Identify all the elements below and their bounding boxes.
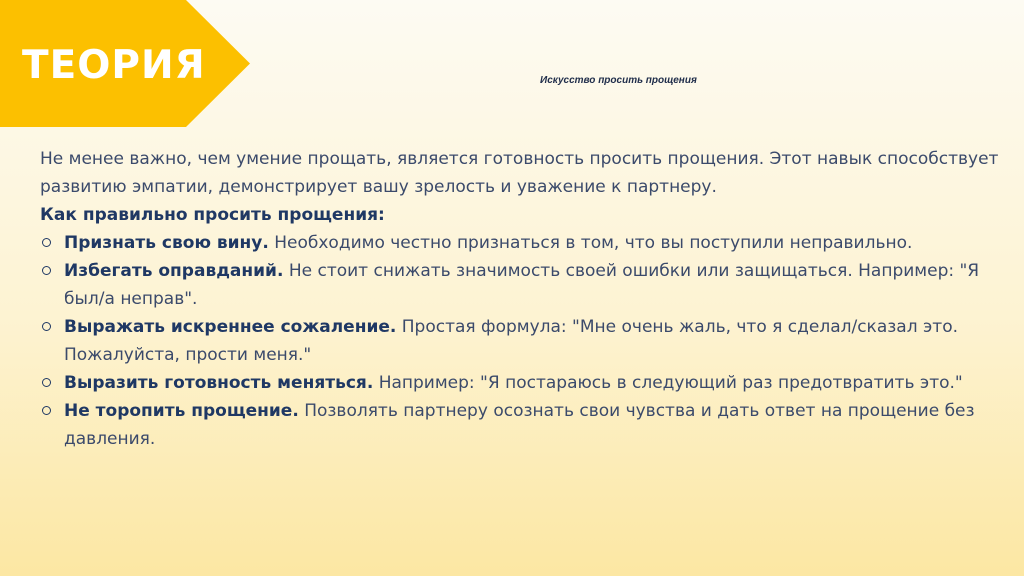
list-item: [40, 257, 1000, 313]
list-item-title: Признать свою вину.: [64, 233, 269, 253]
circle-bullet-icon: [42, 238, 51, 247]
banner-title: ТЕОРИЯ: [22, 43, 206, 88]
circle-bullet-icon: [42, 406, 51, 415]
circle-bullet-icon: [42, 378, 51, 387]
circle-bullet-icon: [42, 266, 51, 275]
list-item-title: Выражать искреннее сожаление.: [64, 317, 397, 337]
list-item: [40, 229, 1000, 257]
slide-content: [40, 145, 1000, 453]
list-item-text: Позволять партнеру осознать свои чувства и дать ответ на прощение без давления.: [64, 401, 975, 449]
list-item-title: Не торопить прощение.: [64, 401, 299, 421]
list-item: [40, 369, 1000, 397]
list-item-text: Например: "Я постараюсь в следующий раз предотвратить это.": [373, 373, 963, 393]
list-item: [40, 397, 1000, 453]
slide-subtitle: Искусство просить прощения: [540, 75, 697, 86]
list-item-text: Не стоит снижать значимость своей ошибки или защищаться. Например: "Я был/а неправ".: [64, 261, 980, 309]
list-item-text: Необходимо честно признаться в том, что вы поступили неправильно.: [268, 233, 913, 253]
advice-list: [40, 229, 1000, 453]
list-item-text: Простая формула: "Мне очень жаль, что я сделал/сказал это. Пожалуйста, прости меня.": [64, 317, 959, 365]
title-banner: [0, 0, 250, 127]
list-item: [40, 313, 1000, 369]
list-item-title: Избегать оправданий.: [64, 261, 284, 281]
list-heading: Как правильно просить прощения:: [40, 205, 385, 225]
circle-bullet-icon: [42, 322, 51, 331]
intro-paragraph: Не менее важно, чем умение прощать, является готовность просить прощения. Этот навык способствует развитию эмпатии, демонстрирует вашу зрелость и уважение к партнеру.: [40, 149, 999, 197]
list-item-title: Выразить готовность меняться.: [64, 373, 374, 393]
